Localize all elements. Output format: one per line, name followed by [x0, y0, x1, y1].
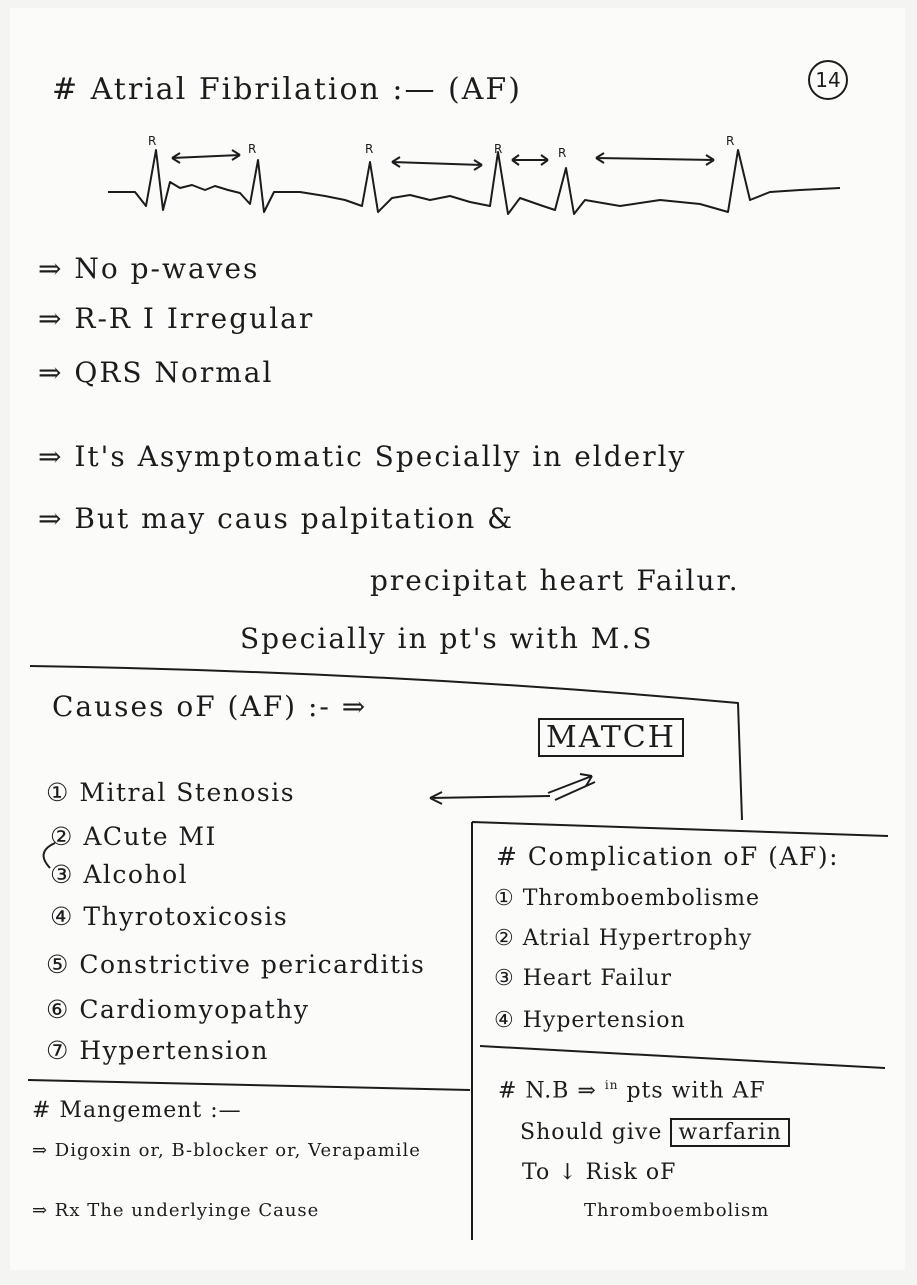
cause-item: ⑥ Cardiomyopathy [46, 995, 310, 1024]
ecg-trace [108, 150, 840, 214]
complication-item: ③ Heart Failur [494, 966, 673, 991]
r-wave-label: R [558, 146, 567, 160]
r-wave-label: R [365, 142, 374, 156]
complications-heading: # Complication oF (AF): [496, 842, 839, 871]
cause-item: ① Mitral Stenosis [46, 778, 296, 807]
causes-heading: Causes oF (AF) :- ⇒ [52, 690, 368, 723]
note-line [498, 1078, 766, 1103]
rr-arrow-3 [512, 155, 548, 165]
note-superscript: in [604, 1078, 619, 1092]
warfarin-box: warfarin [670, 1118, 789, 1147]
cause-item: ⑤ Constrictive pericarditis [46, 950, 426, 979]
note-line: Thromboembolism [584, 1200, 770, 1221]
cause-item: ④ Thyrotoxicosis [50, 902, 289, 931]
note-line [520, 1120, 790, 1145]
complication-item: ① Thromboembolisme [494, 886, 760, 911]
feature-line: ⇒ No p-waves [38, 252, 260, 285]
management-line: ⇒ Digoxin or, B-blocker or, Verapamile [32, 1140, 421, 1161]
mnemonic-match: MATCH [538, 718, 684, 757]
page-number: 14 [808, 60, 848, 100]
management-heading: # Mangement :— [32, 1098, 242, 1123]
causes-bottom-divider [28, 1080, 470, 1090]
complication-item: ④ Hypertension [494, 1008, 686, 1033]
note-prefix: # N.B ⇒ [498, 1078, 597, 1104]
rr-arrow-4 [596, 153, 714, 165]
rr-arrow-2 [392, 157, 482, 170]
r-wave-label: R [726, 134, 735, 148]
feature-line: precipitat heart Failur. [370, 564, 740, 597]
match-arrow [430, 792, 550, 804]
note-suffix: pts with AF [626, 1078, 766, 1104]
feature-line: ⇒ QRS Normal [38, 356, 274, 389]
complications-bottom-divider [480, 1046, 885, 1068]
feature-line: ⇒ R-R I Irregular [38, 302, 315, 335]
note-give-text: Should give [520, 1120, 663, 1145]
cause-item: ③ Alcohol [50, 860, 189, 889]
r-wave-label: R [148, 134, 157, 148]
feature-line: ⇒ It's Asymptomatic Specially in elderly [38, 440, 687, 473]
page-title: # Atrial Fibrilation :— (AF) [52, 72, 522, 107]
feature-line: ⇒ But may caus palpitation & [38, 502, 515, 535]
cause-item: ② ACute MI [50, 822, 217, 851]
r-wave-label: R [248, 142, 257, 156]
cause-item: ⑦ Hypertension [46, 1036, 269, 1065]
management-line: ⇒ Rx The underlyinge Cause [32, 1200, 320, 1221]
note-line: To ↓ Risk oF [522, 1160, 677, 1185]
feature-line: Specially in pt's with M.S [240, 622, 654, 655]
rr-arrow-1 [172, 150, 240, 163]
r-wave-label: R [494, 142, 503, 156]
complication-item: ② Atrial Hypertrophy [494, 926, 753, 951]
